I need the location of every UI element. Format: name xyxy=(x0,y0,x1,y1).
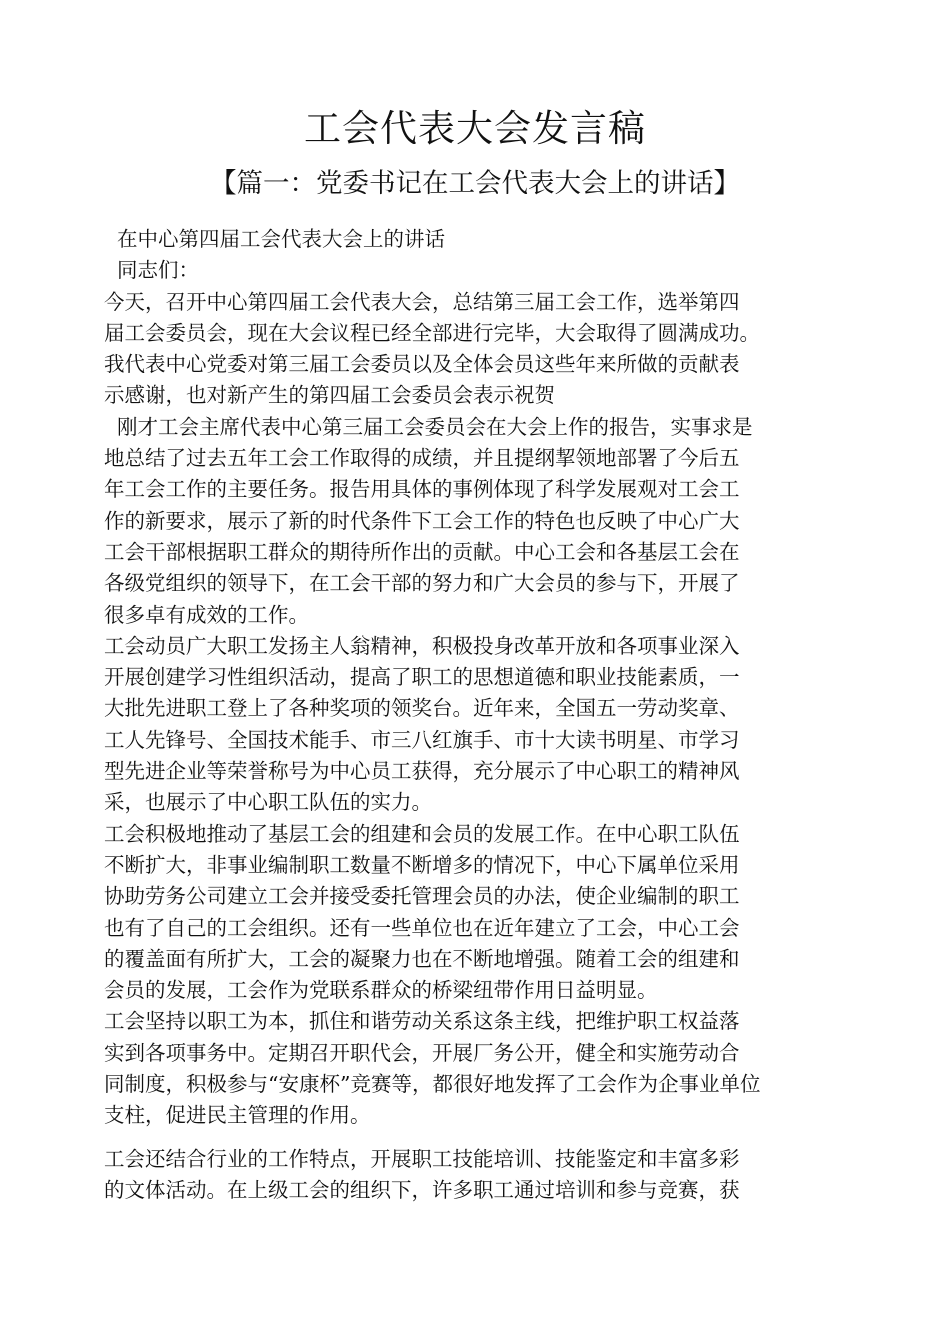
body-line: 工人先锋号、全国技术能手、市三八红旗手、市十大读书明星、市学习 xyxy=(104,727,740,752)
body-line: 示感谢，也对新产生的第四届工会委员会表示祝贺 xyxy=(104,383,555,408)
salutation-line: 同志们： xyxy=(117,258,199,283)
body-line: 的覆盖面有所扩大，工会的凝聚力也在不断地增强。随着工会的组建和 xyxy=(104,946,740,971)
body-line: 地总结了过去五年工会工作取得的成绩，并且提纲挈领地部署了今后五 xyxy=(104,446,740,471)
body-line: 作的新要求，展示了新的时代条件下工会工作的特色也反映了中心广大 xyxy=(104,508,740,533)
body-line: 很多卓有成效的工作。 xyxy=(104,602,309,627)
body-line: 支柱，促进民主管理的作用。 xyxy=(104,1103,371,1128)
body-line: 的文体活动。在上级工会的组织下，许多职工通过培训和参与竞赛，获 xyxy=(104,1177,740,1202)
body-line: 同制度，积极参与“安康杯”竞赛等，都很好地发挥了工会作为企事业单位 xyxy=(104,1072,761,1097)
body-line: 届工会委员会，现在大会议程已经全部进行完毕，大会取得了圆满成功。 xyxy=(104,320,760,345)
body-line: 工会动员广大职工发扬主人翁精神，积极投身改革开放和各项事业深入 xyxy=(104,633,740,658)
body-line: 实到各项事务中。定期召开职代会，开展厂务公开，健全和实施劳动合 xyxy=(104,1040,740,1065)
body-line: 各级党组织的领导下，在工会干部的努力和广大会员的参与下，开展了 xyxy=(104,571,740,596)
body-line: 刚才工会主席代表中心第三届工会委员会在大会上作的报告，实事求是 xyxy=(117,414,753,439)
body-line: 也有了自己的工会组织。还有一些单位也在近年建立了工会，中心工会 xyxy=(104,915,740,940)
body-line: 不断扩大，非事业编制职工数量不断增多的情况下，中心下属单位采用 xyxy=(104,852,740,877)
body-line: 今天，召开中心第四届工会代表大会，总结第三届工会工作，选举第四 xyxy=(104,289,740,314)
body-line: 工会坚持以职工为本，抓住和谐劳动关系这条主线，把维护职工权益落 xyxy=(104,1009,740,1034)
body-line: 年工会工作的主要任务。报告用具体的事例体现了科学发展观对工会工 xyxy=(104,477,740,502)
speech-heading-line: 在中心第四届工会代表大会上的讲话 xyxy=(117,227,445,251)
document-body xyxy=(104,224,849,1206)
body-line: 工会积极地推动了基层工会的组建和会员的发展工作。在中心职工队伍 xyxy=(104,821,740,846)
document-title: 工会代表大会发言稿 xyxy=(304,107,646,150)
body-line: 采，也展示了中心职工队伍的实力。 xyxy=(104,790,432,815)
paragraph-gap xyxy=(104,1132,849,1144)
body-line: 我代表中心党委对第三届工会委员以及全体会员这些年来所做的贡献表 xyxy=(104,352,740,377)
body-line: 工会还结合行业的工作特点，开展职工技能培训、技能鉴定和丰富多彩 xyxy=(104,1146,740,1171)
body-line: 工会干部根据职工群众的期待所作出的贡献。中心工会和各基层工会在 xyxy=(104,539,740,564)
body-line: 会员的发展，工会作为党联系群众的桥梁纽带作用日益明显。 xyxy=(104,978,658,1003)
body-line: 大批先进职工登上了各种奖项的领奖台。近年来，全国五一劳动奖章、 xyxy=(104,696,740,721)
document-subtitle: 【篇一：党委书记在工会代表大会上的讲话】 xyxy=(210,168,740,199)
body-line: 开展创建学习性组织活动，提高了职工的思想道德和职业技能素质，一 xyxy=(104,665,740,690)
body-line: 协助劳务公司建立工会并接受委托管理会员的办法，使企业编制的职工 xyxy=(104,884,740,909)
body-line: 型先进企业等荣誉称号为中心员工获得，充分展示了中心职工的精神风 xyxy=(104,759,740,784)
